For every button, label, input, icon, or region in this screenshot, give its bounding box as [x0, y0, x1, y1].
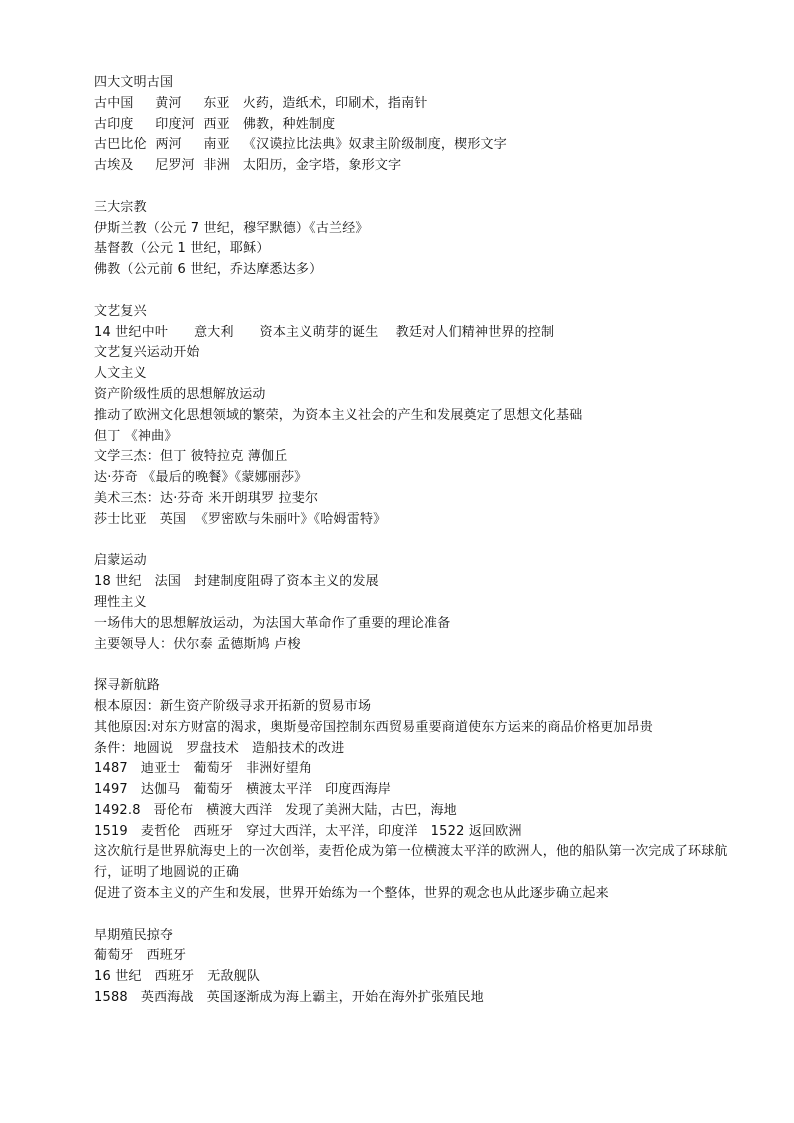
text-line: 14 世纪中叶 意大利 资本主义萌芽的诞生 教廷对人们精神世界的控制	[94, 324, 555, 340]
text-line: 1519 麦哲伦 西班牙 穿过大西洋，太平洋，印度洋 1522 返回欧洲	[94, 823, 522, 839]
spacer	[94, 531, 734, 552]
text-line: 人文主义	[94, 366, 147, 382]
text-line: 推动了欧洲文化思想领域的繁荣，为资本主义社会的产生和发展奠定了思想文化基础	[94, 407, 583, 423]
text-line: 主要领导人：伏尔泰 孟德斯鸠 卢梭	[94, 636, 301, 652]
text-line: 1497 达伽马 葡萄牙 横渡太平洋 印度西海岸	[94, 782, 392, 798]
spacer	[94, 281, 734, 302]
text-line: 古巴比伦 两河 南亚 《汉谟拉比法典》奴隶主阶级制度，楔形文字	[94, 137, 507, 153]
text-line: 16 世纪 西班牙 无敌舰队	[94, 969, 261, 985]
text-line: 莎士比亚 英国 《罗密欧与朱丽叶》《哈姆雷特》	[94, 511, 387, 527]
spacer	[94, 655, 734, 676]
text-line: 条件：地圆说 罗盘技术 造船技术的改进	[94, 740, 345, 756]
text-line: 古印度 印度河 西亚 佛教，种姓制度	[94, 116, 336, 132]
text-line: 资产阶级性质的思想解放运动	[94, 386, 266, 402]
document-page	[94, 73, 734, 1009]
text-line: 伊斯兰教（公元 7 世纪，穆罕默德）《古兰经》	[94, 220, 369, 236]
text-line: 文艺复兴运动开始	[94, 345, 200, 361]
text-line: 古埃及 尼罗河 非洲 太阳历，金字塔，象形文字	[94, 158, 402, 174]
section-heading: 文艺复兴	[94, 303, 147, 319]
spacer	[94, 177, 734, 198]
text-line: 这次航行是世界航海史上的一次创举，麦哲伦成为第一位横渡太平洋的欧洲人，他的船队第一次完成了环球航行，证明了地圆说的正确	[94, 844, 728, 881]
text-line: 基督教（公元 1 世纪，耶稣）	[94, 241, 270, 257]
text-line: 但丁 《神曲》	[94, 428, 178, 444]
text-line: 古中国 黄河 东亚 火药，造纸术，印刷术，指南针	[94, 95, 428, 111]
text-line: 一场伟大的思想解放运动，为法国大革命作了重要的理论准备	[94, 615, 451, 631]
text-line: 1588 英西海战 英国逐渐成为海上霸主，开始在海外扩张殖民地	[94, 990, 484, 1006]
text-line: 1487 迪亚士 葡萄牙 非洲好望角	[94, 761, 313, 777]
text-line: 达·芬奇 《最后的晚餐》《蒙娜丽莎》	[94, 470, 308, 486]
text-line: 葡萄牙 西班牙	[94, 948, 187, 964]
text-line: 18 世纪 法国 封建制度阻碍了资本主义的发展	[94, 574, 379, 590]
text-line: 理性主义	[94, 594, 147, 610]
text-line: 其他原因:对东方财富的渴求，奥斯曼帝国控制东西贸易重要商道使东方运来的商品价格更加昂贵	[94, 719, 653, 735]
text-line: 1492.8 哥伦布 横渡大西洋 发现了美洲大陆，古巴，海地	[94, 802, 457, 818]
section-heading: 三大宗教	[94, 199, 147, 215]
text-line: 美术三杰：达·芬奇 米开朗琪罗 拉斐尔	[94, 490, 319, 506]
section-heading: 四大文明古国	[94, 75, 174, 90]
section-heading: 早期殖民掠夺	[94, 927, 174, 943]
text-line: 促进了资本主义的产生和发展，世界开始练为一个整体，世界的观念也从此逐步确立起来	[94, 886, 609, 902]
section-heading: 探寻新航路	[94, 678, 161, 694]
section-heading: 启蒙运动	[94, 553, 147, 569]
text-line: 文学三杰：但丁 彼特拉克 薄伽丘	[94, 449, 288, 465]
text-line: 根本原因：新生资产阶级寻求开拓新的贸易市场	[94, 698, 372, 714]
text-line: 佛教（公元前 6 世纪，乔达摩悉达多）	[94, 262, 323, 278]
spacer	[94, 905, 734, 926]
